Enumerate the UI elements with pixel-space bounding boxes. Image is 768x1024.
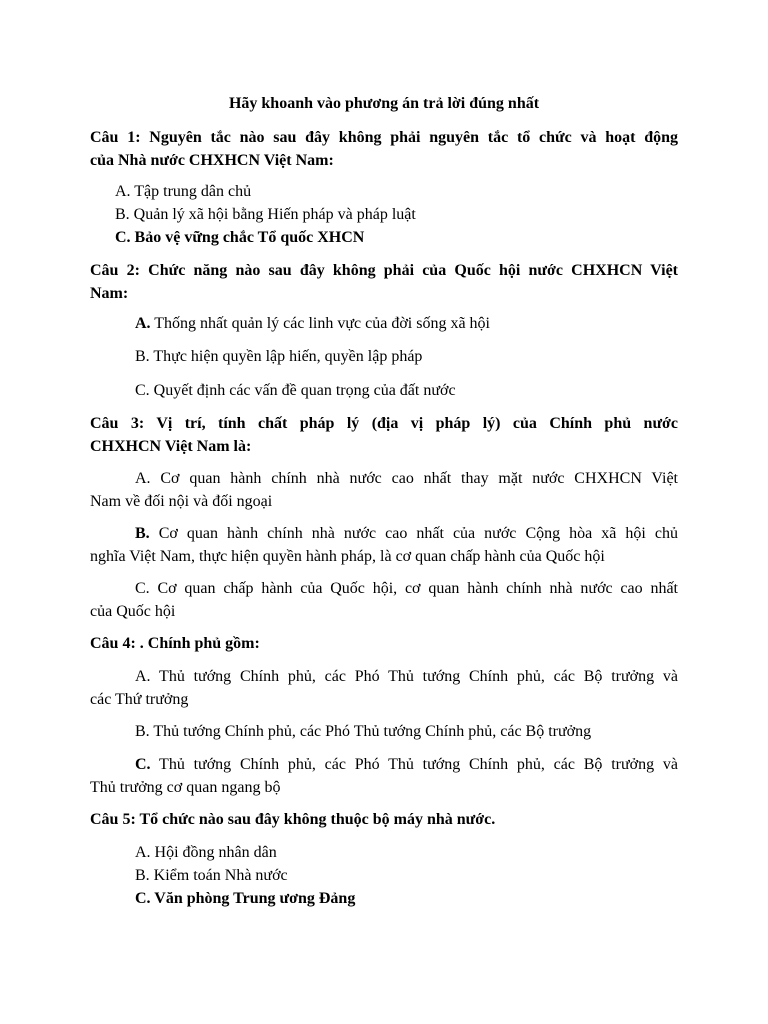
question-5-option-c: C. Văn phòng Trung ương Đảng [135,890,356,907]
question-1-line-2: của Nhà nước CHXHCN Việt Nam: [90,152,334,169]
question-3-option-b-letter: B. [135,525,150,542]
page-title: Hãy khoanh vào phương án trả lời đúng nhất [228,95,540,112]
question-4-option-c-text: Thủ tướng Chính phủ, các Phó Thủ tướng Chính phủ, các Bộ trưởng và [150,756,678,773]
question-4-option-a-line-1: A. Thủ tướng Chính phủ, các Phó Thủ tướng Chính phủ, các Bộ trưởng và [135,668,678,685]
question-3-option-a-line-2: Nam về đối nội và đối ngoại [90,493,273,510]
question-1-option-a: A. Tập trung dân chủ [115,183,252,200]
question-4: Câu 4: . Chính phủ gồm: [90,635,260,652]
question-3-line-1: Câu 3: Vị trí, tính chất pháp lý (địa vị pháp lý) của Chính phủ nước [90,415,678,432]
question-2-option-c: C. Quyết định các vấn đề quan trọng của đất nước [135,382,456,399]
question-2-option-a-text: Thống nhất quản lý các linh vực của đời sống xã hội [150,315,490,332]
question-1-option-c: C. Bảo vệ vững chắc Tổ quốc XHCN [115,229,365,246]
question-2-line-1: Câu 2: Chức năng nào sau đây không phải của Quốc hội nước CHXHCN Việt [90,262,678,279]
question-3-option-a-line-1: A. Cơ quan hành chính nhà nước cao nhất thay mặt nước CHXHCN Việt [135,470,678,487]
question-4-option-a-line-2: các Thứ trưởng [90,691,189,708]
question-5-option-a: A. Hội đồng nhân dân [135,844,277,861]
question-4-option-c-line-2: Thủ trưởng cơ quan ngang bộ [90,779,281,796]
question-3-line-2: CHXHCN Việt Nam là: [90,438,252,455]
question-1-line-1: Câu 1: Nguyên tắc nào sau đây không phải nguyên tắc tổ chức và hoạt động [90,129,678,146]
question-5-option-b: B. Kiểm toán Nhà nước [135,867,288,884]
question-4-option-c-line-1 [135,755,678,775]
question-3-option-c-line-2: của Quốc hội [90,603,176,620]
question-2-line-2: Nam: [90,285,129,302]
question-3-option-b-text: Cơ quan hành chính nhà nước cao nhất của nước Cộng hòa xã hội chủ [149,525,678,542]
question-4-option-b: B. Thủ tướng Chính phủ, các Phó Thủ tướng Chính phủ, các Bộ trưởng [135,723,592,740]
question-3-option-c-line-1: C. Cơ quan chấp hành của Quốc hội, cơ quan hành chính nhà nước cao nhất [135,580,678,597]
question-4-option-c-letter: C. [135,756,151,773]
question-2-option-a-letter: A. [135,315,151,332]
question-2-option-b: B. Thực hiện quyền lập hiến, quyền lập pháp [135,348,423,365]
question-3-option-b-line-1 [135,524,678,544]
question-1-option-b: B. Quản lý xã hội bằng Hiến pháp và pháp luật [115,206,416,223]
question-5: Câu 5: Tổ chức nào sau đây không thuộc bộ máy nhà nước. [90,811,496,828]
question-2-option-a [135,314,490,334]
question-3-option-b-line-2: nghĩa Việt Nam, thực hiện quyền hành pháp, là cơ quan chấp hành của Quốc hội [90,548,605,565]
